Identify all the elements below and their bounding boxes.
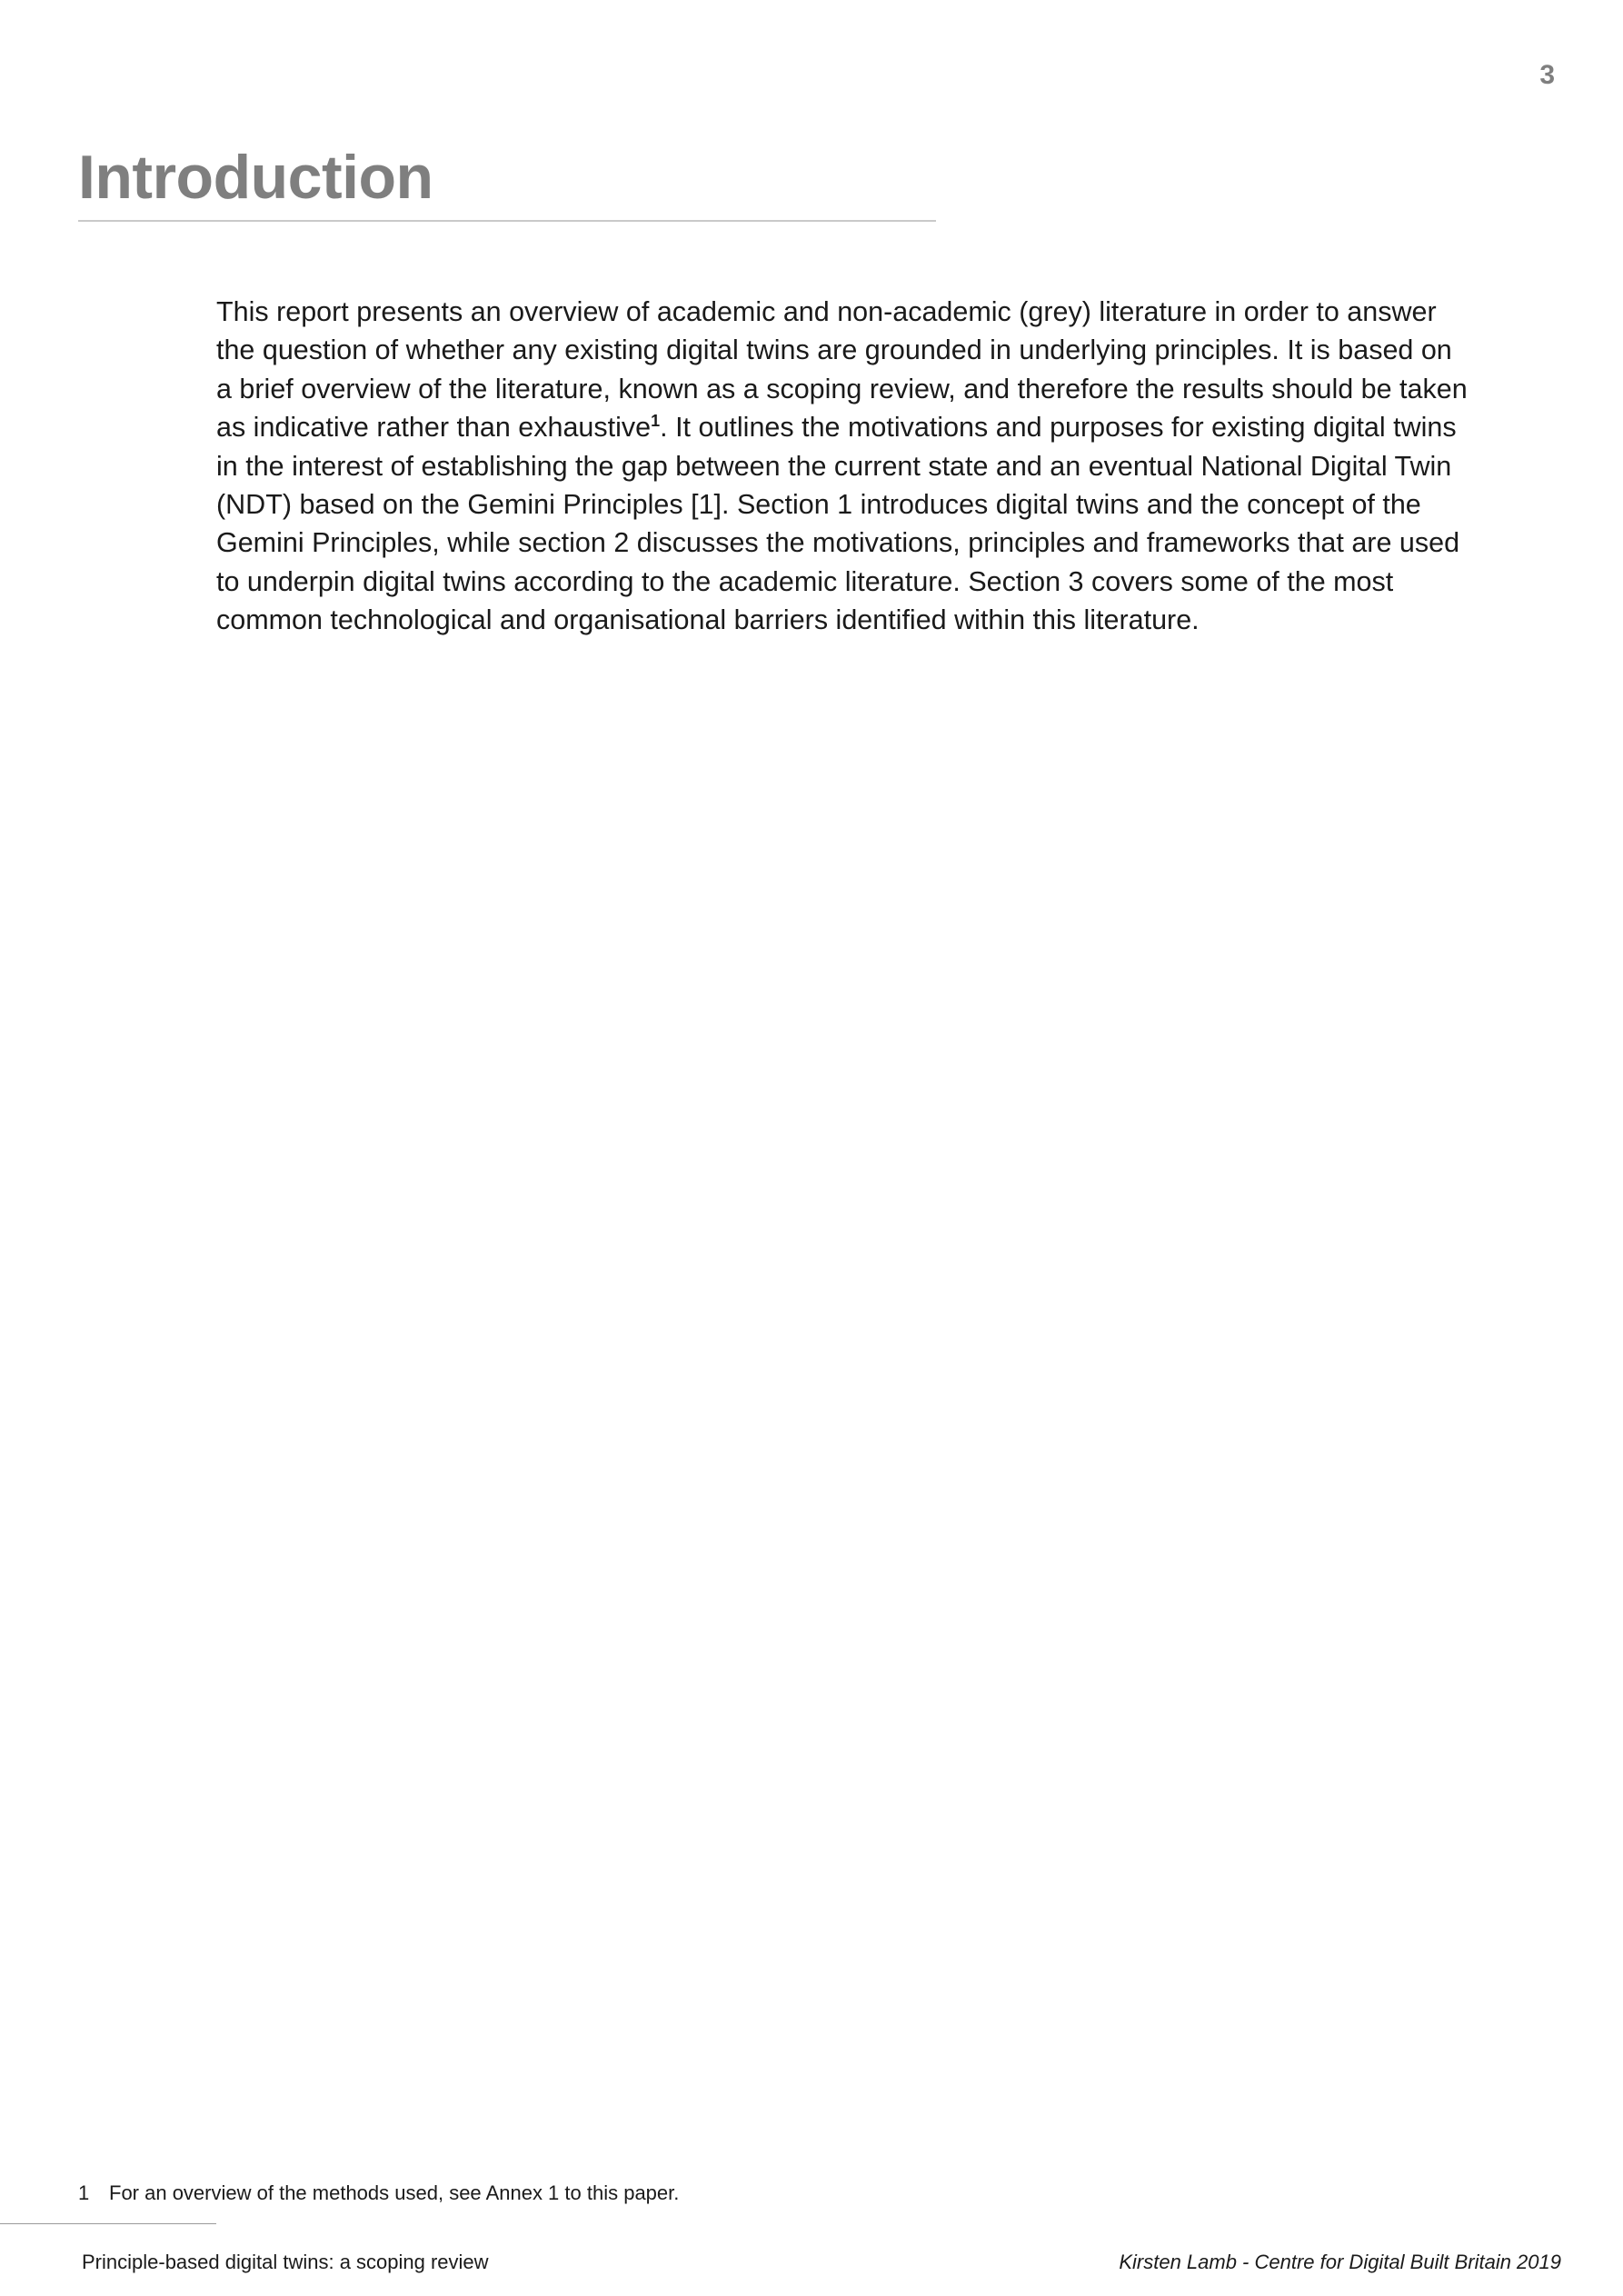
intro-text-part-2: . It outlines the motivations and purposes for existing digital twins in the interest of establishing the gap between the current state and an eventual National Digital Twin (NDT) based on the Gemini Principles [1]. Section 1 introduces digital twins and the concept of the Gemini Principles, while section 2 discusses the motivations, principles and frameworks that are used to underpin digital twins according to the academic literature. Section 3 covers some of the most common technological and organisational barriers identified within this literature.: [216, 412, 1460, 636]
footer-document-title: Principle-based digital twins: a scoping review: [82, 2251, 489, 2273]
section-title: Introduction: [78, 143, 433, 212]
footnote: [78, 2181, 679, 2205]
intro-text-part-1: This report presents an overview of academic and non-academic (grey) literature in order to answer the question of whether any existing digital twins are grounded in underlying principles. It is based on a brief overview of the literature, known as a scoping review, and therefore the results should be taken as indicative rather than exhaustive: [216, 296, 1468, 444]
footnote-number: 1: [78, 2181, 90, 2204]
intro-paragraph: [216, 293, 1470, 640]
footnote-reference[interactable]: 1: [651, 412, 661, 431]
page-number: 3: [1539, 60, 1555, 90]
footer-divider: [0, 2223, 216, 2224]
heading-divider: [78, 220, 936, 222]
footer-author-credit: Kirsten Lamb - Centre for Digital Built Britain 2019: [1119, 2251, 1561, 2273]
footnote-text: For an overview of the methods used, see Annex 1 to this paper.: [109, 2181, 680, 2204]
